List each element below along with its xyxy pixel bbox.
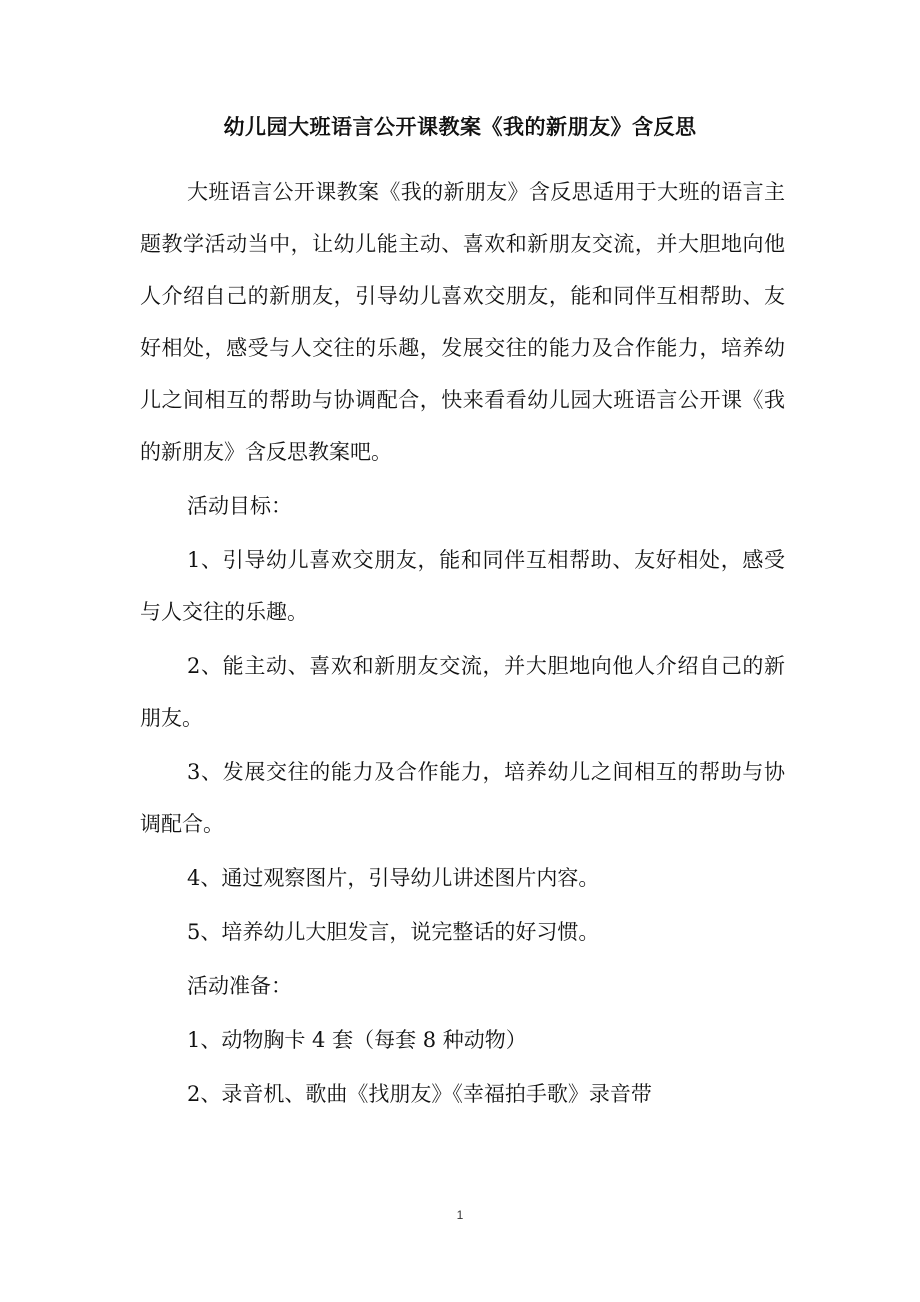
goals-heading: 活动目标： bbox=[187, 494, 292, 518]
document-title: 幼儿园大班语言公开课教案《我的新朋友》含反思 bbox=[223, 115, 697, 139]
goal-item-4: 4、通过观察图片，引导幼儿讲述图片内容。 bbox=[187, 866, 600, 890]
intro-paragraph: 大班语言公开课教案《我的新朋友》含反思适用于大班的语言主题教学活动当中，让幼儿能主动、喜欢和新朋友交流，并大胆地向他人介绍自己的新朋友，引导幼儿喜欢交朋友，能和同伴互相帮助、友好相处，感受与人交往的乐趣，发展交往的能力及合作能力，培养幼儿之间相互的帮助与协调配合，快来看看幼儿园大班语言公开课《我的新朋友》含反思教案吧。 bbox=[140, 180, 785, 464]
goal-item-3: 3、发展交往的能力及合作能力，培养幼儿之间相互的帮助与协调配合。 bbox=[140, 760, 785, 836]
page-number: 1 bbox=[456, 1208, 464, 1222]
goal-item-2: 2、能主动、喜欢和新朋友交流，并大胆地向他人介绍自己的新朋友。 bbox=[140, 654, 785, 730]
goal-item-1: 1、引导幼儿喜欢交朋友，能和同伴互相帮助、友好相处，感受与人交往的乐趣。 bbox=[140, 548, 785, 624]
document-body bbox=[140, 166, 785, 1122]
prep-item-2: 2、录音机、歌曲《找朋友》《幸福拍手歌》录音带 bbox=[187, 1082, 652, 1106]
goal-item-5: 5、培养幼儿大胆发言，说完整话的好习惯。 bbox=[187, 920, 600, 944]
prep-heading: 活动准备： bbox=[187, 974, 292, 998]
prep-item-1: 1、动物胸卡 4 套（每套 8 种动物） bbox=[187, 1028, 527, 1052]
